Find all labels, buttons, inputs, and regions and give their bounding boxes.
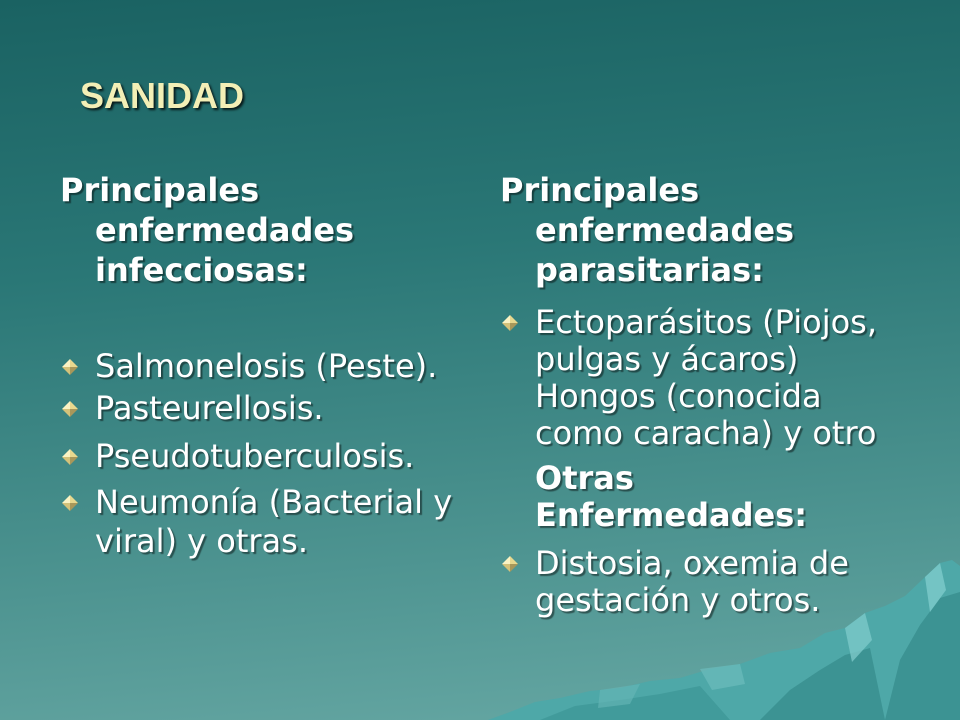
left-heading-text: Principales enfermedades infecciosas:: [60, 171, 355, 289]
diamond-bullet-icon: [62, 449, 78, 465]
list-item: [60, 347, 463, 386]
right-subheading-text: Otras Enfermedades:: [535, 459, 808, 534]
list-item-text: Pseudotuberculosis.: [95, 437, 415, 475]
list-item-text: Ectoparásitos (Piojos, pulgas y ácaros) Hongos (conocida como caracha) y otro: [535, 303, 878, 452]
diamond-bullet-icon: [62, 401, 78, 417]
list-item-text: Salmonelosis (Peste).: [95, 347, 438, 385]
list-item: [60, 389, 463, 428]
diamond-bullet-icon: [62, 359, 78, 375]
list-item: [60, 437, 463, 476]
list-item-text: Neumonía (Bacterial y viral) y otras.: [95, 483, 453, 560]
list-item: [500, 545, 899, 619]
slide-title: SANIDAD: [80, 75, 245, 116]
right-heading: [500, 170, 899, 290]
list-item: [500, 304, 899, 452]
list-item-text: Pasteurellosis.: [95, 389, 324, 427]
list-item: [60, 483, 463, 561]
list-item-text: Distosia, oxemia de gestación y otros.: [535, 544, 849, 619]
right-heading-text: Principales enfermedades parasitarias:: [500, 171, 795, 289]
right-subheading: [500, 460, 899, 534]
diamond-bullet-icon: [502, 556, 518, 572]
diamond-bullet-icon: [62, 495, 78, 511]
diamond-bullet-icon: [502, 315, 518, 331]
left-heading: [60, 170, 463, 290]
